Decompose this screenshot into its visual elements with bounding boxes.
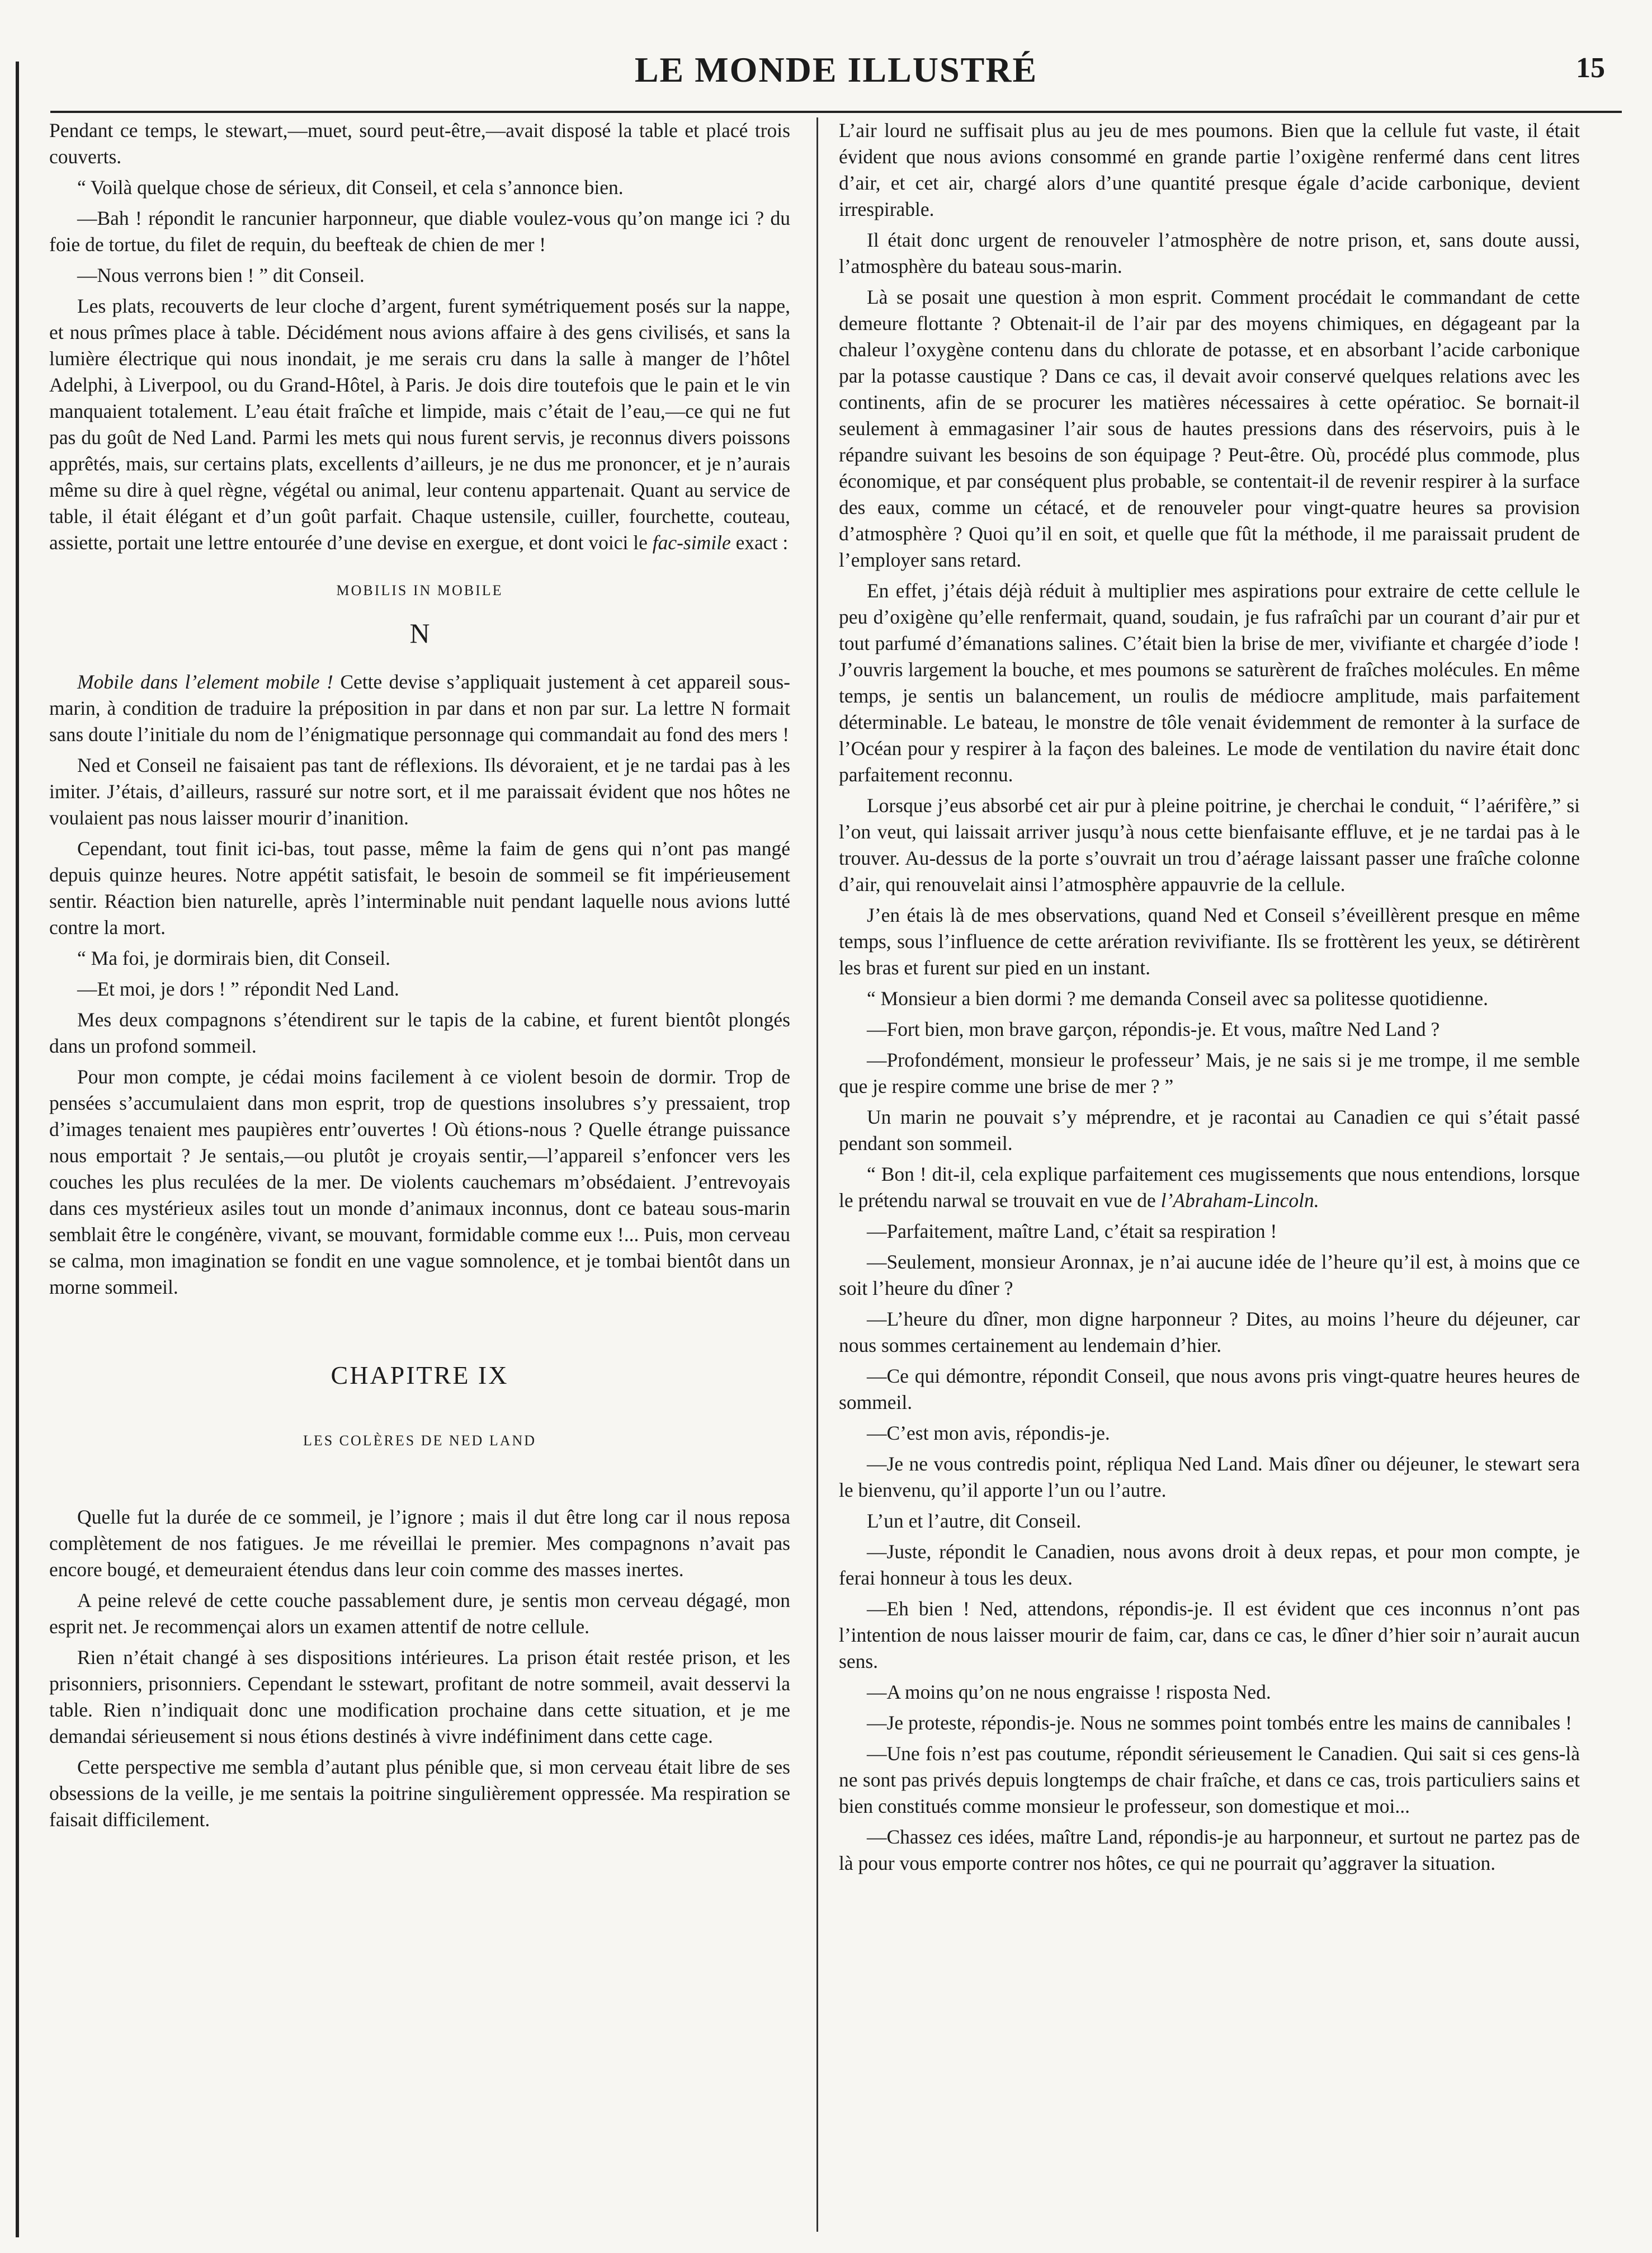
- emblem-letter: N: [409, 618, 430, 649]
- paragraph: —Profondément, monsieur le professeur’ Mais, je ne sais si je me trompe, il me semble que je respire comme une brise de mer ? ”: [839, 1049, 1580, 1097]
- paragraph: —Et moi, je dors ! ” répondit Ned Land.: [77, 978, 399, 1000]
- paragraph: Là se posait une question à mon esprit. Comment procédait le commandant de cette demeure flottante ? Obtenait-il de l’air par des moyens chimiques, en dégageant par la chaleur l’oxygène contenu dans du chlorate de potasse, et en absorbant l’acide carbonique par la potasse caustique ? Dans ce cas, il devait avoir conservé quelques relations avec les continents, afin de se procurer les matières nécessaires à cette opératioc. Se bornait-il seulement à emmagasiner l’air sous de hautes pressions dans des réservoirs, puis à le répandre suivant les besoins de son équipage ? Peut-être. Où, procédé plus commode, plus économique, et par conséquent plus probable, se contentait-il de revenir respirer à la surface des eaux, comme un cétacé, et de renouveler pour vingt-quatre heures sa provision d’atmosphère ? Quoi qu’il en soit, et quelle que fût la méthode, il me paraissait prudent de l’employer sans retard.: [839, 286, 1580, 571]
- paragraph-text: exact :: [735, 531, 789, 554]
- paragraph: “ Monsieur a bien dormi ? me demanda Conseil avec sa politesse quotidienne.: [867, 987, 1489, 1010]
- paragraph: Cependant, tout finit ici-bas, tout passe, même la faim de gens qui n’ont pas mangé depuis quinze heures. Notre appétit satisfait, le besoin de sommeil se fit impérieusement sentir. Réaction bien naturelle, après l’interminable nuit pendant laquelle nous avions lutté contre la mort.: [49, 837, 790, 939]
- paragraph: —A moins qu’on ne nous engraisse ! risposta Ned.: [867, 1681, 1271, 1703]
- paragraph: —Eh bien ! Ned, attendons, répondis-je. Il est évident que ces inconnus n’ont pas l’intention de nous laisser mourir de faim, car, dans ce cas, le dîner d’hier soir n’aurait aucun sens.: [839, 1597, 1580, 1672]
- paragraph: —Je proteste, répondis-je. Nous ne sommes point tombés entre les mains de cannibales !: [867, 1712, 1572, 1734]
- italic-text: fac-simile: [652, 531, 731, 554]
- paragraph: —Je ne vous contredis point, répliqua Ned Land. Mais dîner ou déjeuner, le stewart sera le bienvenu, qu’il apporte l’un ou l’autre.: [839, 1453, 1580, 1501]
- page-number: 15: [1576, 52, 1605, 84]
- paragraph: —Seulement, monsieur Aronnax, je n’ai aucune idée de l’heure qu’il est, à moins que ce soit l’heure du dîner ?: [839, 1251, 1580, 1299]
- paragraph: En effet, j’étais déjà réduit à multiplier mes aspirations pour extraire de cette cellule le peu d’oxigène qu’elle renfermait, quand, soudain, je fus rafraîchi par un courant d’air pur et tout parfumé d’émanations salines. C’était bien la brise de mer, vivifiante et chargée d’iode ! J’ouvris largement la bouche, et mes poumons se saturèrent de fraîches molécules. En même temps, je sentis un balancement, un roulis de médiocre amplitude, mais parfaitement déterminable. Le bateau, le monstre de tôle venait évidemment de remonter à la surface de l’Océan pour y respirer à la façon des baleines. Le mode de ventilation du navire était donc parfaitement reconnu.: [839, 579, 1580, 786]
- paragraph: Un marin ne pouvait s’y méprendre, et je racontai au Canadien ce qui s’était passé pendant son sommeil.: [839, 1106, 1580, 1154]
- paragraph: J’en étais là de mes observations, quand Ned et Conseil s’éveillèrent presque en même temps, sous l’influence de cette arération revivifiante. Ils se frottèrent les yeux, se détirèrent les bras et furent sur pied en un instant.: [839, 904, 1580, 979]
- page-edge-rule: [16, 62, 19, 2237]
- paragraph: Mes deux compagnons s’étendirent sur le tapis de la cabine, et furent bientôt plongés dans un profond sommeil.: [49, 1008, 790, 1057]
- chapter-heading: CHAPITRE IX: [331, 1361, 509, 1389]
- paragraph: —Juste, répondit le Canadien, nous avons droit à deux repas, et pour mon compte, je ferai honneur à tous les deux.: [839, 1540, 1580, 1589]
- paragraph-text: Cette devise s’appliquait justement à cet appareil sous-marin, à condition de traduire la préposition in par dans et non par sur. La lettre N formait sans doute l’initiale du nom de l’énigmatique personnage qui commandait au fond des mers !: [49, 671, 790, 746]
- header-rule: [50, 111, 1622, 113]
- paragraph: Cette perspective me sembla d’autant plus pénible que, si mon cerveau était libre de ses obsessions de la veille, je me sentais la poitrine singulièrement oppressée. Ma respiration se faisait difficilement.: [49, 1756, 790, 1831]
- paragraph: —Chassez ces idées, maître Land, répondis-je au harponneur, et surtout ne partez pas de là pour vous emporte contrer nos hôtes, ce qui ne pourrait qu’aggraver la situation.: [839, 1826, 1580, 1874]
- paragraph: [839, 1161, 1580, 1214]
- paragraph: —Bah ! répondit le rancunier harponneur, que diable voulez-vous qu’on mange ici ? du foie de tortue, du filet de requin, du beefteak de chien de mer !: [49, 207, 790, 256]
- right-column: [839, 117, 1580, 2232]
- paragraph: —C’est mon avis, répondis-je.: [867, 1422, 1110, 1444]
- paragraph: “ Ma foi, je dormirais bien, dit Conseil.: [77, 947, 391, 969]
- paragraph-text: “ Bon ! dit-il, cela explique parfaitement ces mugissements que nous entendions, lorsque le prétendu narwal se trouvait en vue de: [839, 1163, 1580, 1212]
- paragraph: —L’heure du dîner, mon digne harponneur ? Dites, au moins l’heure du déjeuner, car nous sommes certainement au lendemain d’hier.: [839, 1308, 1580, 1356]
- paragraph: —Une fois n’est pas coutume, répondit sérieusement le Canadien. Qui sait si ces gens-là ne sont pas privés depuis longtemps de chair fraîche, et dans ce cas, trois particuliers sains et bien constitués comme monsieur le professeur, son domestique et moi...: [839, 1742, 1580, 1817]
- column-divider: [816, 117, 818, 2232]
- paragraph: L’air lourd ne suffisait plus au jeu de mes poumons. Bien que la cellule fut vaste, il était évident que nous avions consommé en grande partie l’oxigène renfermé dans cent litres d’air, et cet air, chargé alors d’une quantité presque égale d’acide carbonique, devient irrespirable.: [839, 119, 1580, 220]
- italic-text: Mobile dans l’element mobile !: [77, 671, 333, 693]
- paragraph: Lorsque j’eus absorbé cet air pur à pleine poitrine, je cherchai le conduit, “ l’aérifère,” si l’on veut, qui laissait arriver jusqu’à nous cette bienfaisante effluve, et je ne tardai pas à le trouver. Au-dessus de la porte s’ouvrait un trou d’aérage laissant passer une fraîche colonne d’air, qui renouvelait ainsi l’atmosphère appauvrie de la cellule.: [839, 794, 1580, 895]
- motto: MOBILIS IN MOBILE: [336, 582, 503, 598]
- paragraph: L’un et l’autre, dit Conseil.: [867, 1510, 1082, 1532]
- paragraph: Quelle fut la durée de ce sommeil, je l’ignore ; mais il dut être long car il nous reposa complètement de nos fatigues. Je me réveillai le premier. Mes compagnons n’avait pas encore bougé, et demeuraient étendus dans leur coin comme des masses inertes.: [49, 1506, 790, 1581]
- paragraph: A peine relevé de cette couche passablement dure, je sentis mon cerveau dégagé, mon esprit net. Je recommençai alors un examen attentif de notre cellule.: [49, 1589, 790, 1638]
- paragraph: Rien n’était changé à ses dispositions intérieures. La prison était restée prison, et les prisonniers, prisonniers. Cependant le sstewart, profitant de notre sommeil, avait desservi la table. Rien n’indiquait donc une modification prochaine dans cette situation, et je me demandai sérieusement si nous étions destinés à vivre indéfiniment dans cette cage.: [49, 1646, 790, 1747]
- italic-text: l’Abraham-Lincoln.: [1160, 1189, 1319, 1212]
- paragraph: —Nous verrons bien ! ” dit Conseil.: [77, 264, 365, 286]
- paragraph: Pour mon compte, je cédai moins facilement à ce violent besoin de dormir. Trop de pensées s’accumulaient dans mon esprit, trop de questions insolubres s’y pressaient, trop d’images tenaient mes paupières entr’ouvertes ! Où étions-nous ? Quelle étrange puissance nous emportait ? Je sentais,—ou plutôt je croyais sentir,—l’appareil s’enfoncer vers les couches les plus reculées de la mer. De violents cauchemars m’obsédaient. J’entrevoyais dans ces mystérieux asiles tout un monde d’animaux inconnus, dont ce bateau sous-marin semblait être le congénère, vivant, se mouvant, formidable comme eux !... Puis, mon cerveau se calma, mon imagination se fondit en une vague somnolence, et je tombai bientôt dans un morne sommeil.: [49, 1066, 790, 1298]
- chapter-subtitle: LES COLÈRES DE NED LAND: [303, 1432, 537, 1449]
- page-header: [50, 45, 1622, 112]
- paragraph: —Ce qui démontre, répondit Conseil, que nous avons pris vingt-quatre heures heures de sommeil.: [839, 1365, 1580, 1413]
- paragraph: Pendant ce temps, le stewart,—muet, sourd peut-être,—avait disposé la table et placé trois couverts.: [49, 119, 790, 168]
- left-column: [49, 117, 790, 2232]
- paragraph: —Fort bien, mon brave garçon, répondis-je. Et vous, maître Ned Land ?: [867, 1018, 1440, 1040]
- paragraph-text: Les plats, recouverts de leur cloche d’argent, furent symétriquement posés sur la nappe, et nous prîmes place à table. Décidément nous avions affaire à des gens civilisés, et sans la lumière électrique qui nous inondait, je me serais cru dans la salle à manger de l’hôtel Adelphi, à Liverpool, ou du Grand-Hôtel, à Paris. Je dois dire toutefois que le pain et le vin manquaient totalement. L’eau était fraîche et limpide, mais c’était de l’eau,—ce qui ne fut pas du goût de Ned Land. Parmi les mets qui nous furent servis, je reconnus divers poissons apprêtés, mais, sur certains plats, excellents d’ailleurs, je ne dus me prononcer, et je n’aurais même su dire à quel règne, végétal ou animal, leur contenu appartenait. Quant au service de table, il était élégant et d’un goût parfait. Chaque ustensile, cuiller, fourchette, couteau, assiette, portait une lettre entourée d’une devise en exergue, et dont voici le: [49, 295, 790, 554]
- masthead-title: LE MONDE ILLUSTRÉ: [634, 50, 1038, 89]
- paragraph: [49, 293, 790, 556]
- paragraph: Il était donc urgent de renouveler l’atmosphère de notre prison, et, sans doute aussi, l’atmosphère du bateau sous-marin.: [839, 229, 1580, 277]
- paragraph: [49, 669, 790, 748]
- paragraph: Ned et Conseil ne faisaient pas tant de réflexions. Ils dévoraient, et je ne tardai pas à les imiter. J’étais, d’ailleurs, rassuré sur notre sort, et il me paraissait évident que nos hôtes ne voulaient pas nous laisser mourir d’inanition.: [49, 754, 790, 829]
- paragraph: —Parfaitement, maître Land, c’était sa respiration !: [867, 1220, 1277, 1242]
- paragraph: “ Voilà quelque chose de sérieux, dit Conseil, et cela s’annonce bien.: [77, 176, 624, 199]
